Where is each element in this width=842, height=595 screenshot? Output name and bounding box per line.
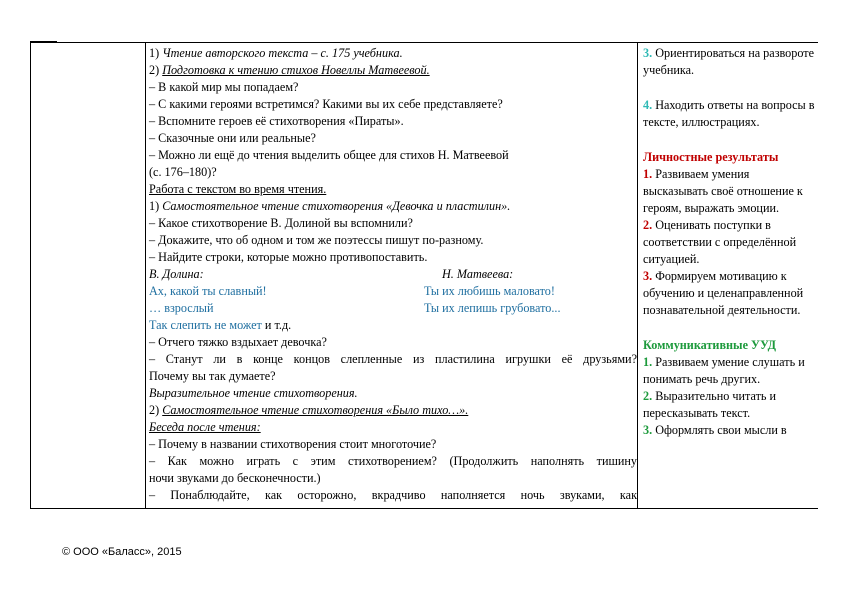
result-item: 1. Развиваем умение слушать и понимать речь других. (643, 355, 805, 386)
author-matveeva: Н. Матвеева: (442, 267, 514, 281)
result-item: 3. Оформлять свои мысли в (643, 423, 787, 437)
column-divider-1 (145, 43, 146, 508)
personal-results-heading: Личностные результаты (643, 150, 779, 164)
text-line: Так слепить не может и т.д. (149, 318, 292, 332)
text-line: – Какое стихотворение В. Долиной вы вспомнили? (149, 216, 413, 230)
quote-matveeva: Ты их любишь маловато! (424, 284, 555, 298)
text-line: – Вспомните героев её стихотворения «Пираты». (149, 114, 404, 128)
comparison-row (149, 300, 637, 317)
text-line: 2) Самостоятельное чтение стихотворения «Было тихо…». (149, 403, 469, 417)
text-line: – Найдите строки, которые можно противопоставить. (149, 250, 428, 264)
text-line: 1) Самостоятельное чтение стихотворения «Девочка и пластилин». (149, 199, 511, 213)
author-dolina: В. Долина: (149, 267, 204, 281)
result-item: 3. Ориентироваться на развороте учебника. (643, 46, 815, 77)
quote-dolina: Так слепить не может (149, 318, 262, 332)
text-line: (с. 176–180)? (149, 165, 217, 179)
section-heading: Беседа после чтения: (149, 420, 261, 434)
comparison-row (149, 283, 637, 300)
result-item: 4. Находить ответы на вопросы в тексте, иллюстрациях. (643, 98, 815, 129)
comparison-row (149, 266, 637, 283)
quote-matveeva: Ты их лепишь грубовато... (424, 301, 561, 315)
text-line: – Докажите, что об одном и том же поэтессы пишут по-разному. (149, 233, 484, 247)
text-line: 2) Подготовка к чтению стихов Новеллы Матвеевой. (149, 63, 430, 77)
text-line: 1) Чтение авторского текста – с. 175 учебника. (149, 46, 403, 60)
section-heading: Работа с текстом во время чтения. (149, 182, 327, 196)
text-line: – Отчего тяжко вздыхает девочка? (149, 335, 327, 349)
lesson-table (30, 42, 818, 509)
text-line: – Почему в названии стихотворения стоит многоточие? (149, 437, 437, 451)
text-line: – Станут ли в конце концов слепленные из пластилина игрушки её друзьями? (149, 352, 637, 366)
copyright-footer: © ООО «Баласс», 2015 (62, 546, 182, 558)
text-line: – С какими героями встретимся? Какими вы их себе представляете? (149, 97, 503, 111)
text-line: Выразительное чтение стихотворения. (149, 386, 358, 400)
result-item: 3. Формируем мотивацию к обучению и целенаправленной познавательной деятельности. (643, 269, 804, 317)
text-line: Почему вы так думаете? (149, 369, 276, 383)
text-line: ночи звуками до бесконечности.) (149, 471, 321, 485)
quote-dolina: Ах, какой ты славный! (149, 284, 267, 298)
communicative-heading: Коммуникативные УУД (643, 338, 777, 352)
text-line: – В какой мир мы попадаем? (149, 80, 299, 94)
results-column (643, 45, 815, 439)
column-divider-2 (637, 43, 638, 508)
result-item: 2. Выразительно читать и пересказывать текст. (643, 389, 777, 420)
table-left-border (30, 43, 31, 508)
text-line: – Можно ли ещё до чтения выделить общее для стихов Н. Матвеевой (149, 148, 509, 162)
text-line: – Как можно играть с этим стихотворением? (Продолжить наполнять тишину (149, 454, 637, 468)
text-line: – Понаблюдайте, как осторожно, вкрадчиво наполняется ночь звуками, как (149, 488, 637, 502)
result-item: 2. Оценивать поступки в соответствии с определённой ситуацией. (643, 218, 797, 266)
result-item: 1. Развиваем умения высказывать своё отношение к героям, выражать эмоции. (643, 167, 803, 215)
quote-dolina: … взрослый (149, 301, 214, 315)
text-line: – Сказочные они или реальные? (149, 131, 316, 145)
lesson-content-column (149, 45, 637, 504)
